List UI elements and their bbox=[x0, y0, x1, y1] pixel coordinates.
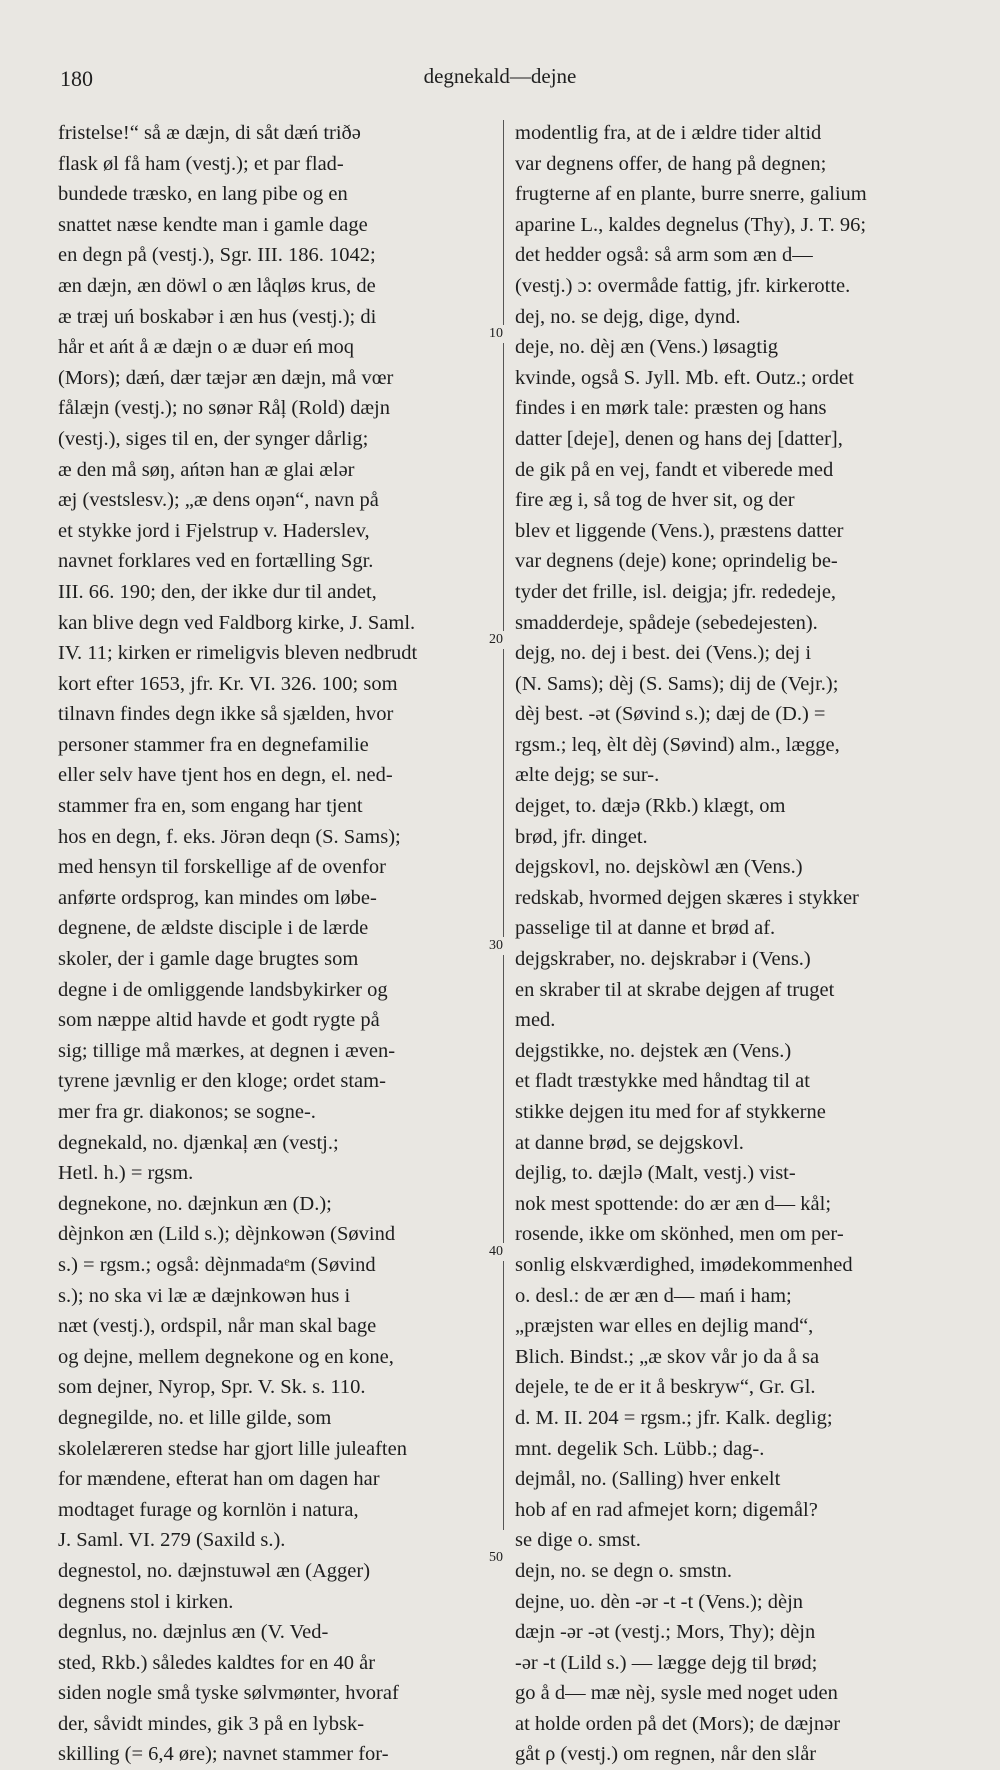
text-line: med hensyn til forskellige af de ovenfor bbox=[58, 856, 386, 879]
text-line: s.); no ska vi læ æ dæjnkowən hus i bbox=[58, 1284, 351, 1307]
text-line: datter [deje], denen og hans dej [datter], bbox=[515, 427, 843, 450]
text-line: navnet forklares ved en fortælling Sgr. bbox=[58, 550, 374, 573]
text-line: dejlig, to. dæjlə (Malt, vestj.) vist- bbox=[515, 1162, 796, 1185]
text-line: fire æg i, så tog de hver sit, og der bbox=[515, 489, 795, 512]
text-line: tilnavn findes degn ikke så sjælden, hvor bbox=[58, 703, 394, 726]
text-line: der, såvidt mindes, gik 3 på en lybsk- bbox=[58, 1712, 365, 1735]
text-line: se dige o. smst. bbox=[515, 1529, 641, 1552]
text-line: degnens stol i kirken. bbox=[58, 1590, 234, 1613]
line-number: 20 bbox=[489, 632, 503, 647]
text-line: dejele, te de er it å beskryw“, Gr. Gl. bbox=[515, 1376, 816, 1399]
text-line: J. Saml. VI. 279 (Saxild s.). bbox=[58, 1529, 286, 1552]
text-line: dèjnkon æn (Lild s.); dèjnkowən (Søvind bbox=[58, 1223, 396, 1246]
text-line: s.) = rgsm.; også: dèjnmadaᵉm (Søvind bbox=[58, 1253, 376, 1276]
text-line: tyrene jævnlig er den kloge; ordet stam- bbox=[58, 1070, 386, 1093]
text-line: mer fra gr. diakonos; se sogne-. bbox=[58, 1101, 316, 1123]
text-line: degnene, de ældste disciple i de lærde bbox=[58, 917, 369, 940]
text-line: kan blive degn ved Faldborg kirke, J. Saml. bbox=[58, 611, 416, 634]
page-number: 180 bbox=[60, 66, 93, 91]
text-line: med. bbox=[515, 1009, 556, 1032]
text-line: IV. 11; kirken er rimeligvis bleven nedbrudt bbox=[58, 642, 418, 665]
text-line: go å d— mæ nèj, sysle med noget uden bbox=[515, 1682, 838, 1705]
text-line: dejne, uo. dèn -ər -t -t (Vens.); dèjn bbox=[515, 1590, 804, 1613]
text-line: personer stammer fra en degnefamilie bbox=[58, 733, 369, 756]
text-line: -ər -t (Lild s.) — lægge dejg til brød; bbox=[515, 1651, 818, 1674]
text-line: dejmål, no. (Salling) hver enkelt bbox=[515, 1468, 781, 1491]
text-line: flask øl få ham (vestj.); et par flad- bbox=[58, 152, 344, 175]
text-line: brød, jfr. dinget. bbox=[515, 825, 648, 848]
text-line: rgsm.; leq, èlt dèj (Søvind) alm., lægge, bbox=[515, 733, 840, 756]
text-line: hos en degn, f. eks. Jörən deqn (S. Sams); bbox=[58, 825, 401, 848]
text-line: dejgskovl, no. dejskòwl æn (Vens.) bbox=[515, 856, 803, 879]
text-line: fristelse!“ så æ dæjn, di såt dæń triðə bbox=[58, 122, 361, 144]
running-head: degnekald—dejne bbox=[423, 64, 577, 88]
text-line: dejget, to. dæjə (Rkb.) klægt, om bbox=[515, 795, 786, 818]
text-line: sonlig elskværdighed, imødekommenhed bbox=[515, 1253, 853, 1276]
text-line: sig; tillige må mærkes, at degnen i æven- bbox=[58, 1039, 396, 1062]
text-line: skoler, der i gamle dage brugtes som bbox=[58, 948, 359, 971]
text-line: findes i en mørk tale: præsten og hans bbox=[515, 397, 827, 420]
text-line: degne i de omliggende landsbykirker og bbox=[58, 978, 388, 1001]
text-line: (Mors); dæń, dær tæjər æn dæjn, må vœr bbox=[58, 366, 394, 389]
text-line: sted, Rkb.) således kaldtes for en 40 år bbox=[58, 1651, 376, 1674]
text-line: en skraber til at skrabe dejgen af truget bbox=[515, 978, 835, 1001]
text-line: som næppe altid havde et godt rygte på bbox=[58, 1009, 380, 1032]
text-line: Hetl. h.) = rgsm. bbox=[58, 1162, 194, 1185]
text-line: o. desl.: de ær æn d— mań i ham; bbox=[515, 1284, 792, 1307]
text-line: og dejne, mellem degnekone og en kone, bbox=[58, 1345, 394, 1368]
text-line: III. 66. 190; den, der ikke dur til andet, bbox=[58, 580, 377, 603]
text-line: dejn, no. se degn o. smstn. bbox=[515, 1559, 732, 1582]
text-line: dejgstikke, no. dejstek æn (Vens.) bbox=[515, 1039, 792, 1062]
text-line: d. M. II. 204 = rgsm.; jfr. Kalk. deglig; bbox=[515, 1406, 833, 1429]
text-line: (vestj.), siges til en, der synger dårlig; bbox=[58, 427, 369, 450]
text-line: kvinde, også S. Jyll. Mb. eft. Outz.; ordet bbox=[515, 366, 854, 389]
text-line: et stykke jord i Fjelstrup v. Haderslev, bbox=[58, 519, 370, 542]
text-line: modtaget furage og kornlön i natura, bbox=[58, 1498, 359, 1521]
text-line: dæjn -ər -ət (vestj.; Mors, Thy); dèjn bbox=[515, 1621, 816, 1644]
text-line: gåt ρ (vestj.) om regnen, når den slår bbox=[515, 1743, 817, 1766]
text-line: skilling (= 6,4 øre); navnet stammer for- bbox=[58, 1743, 389, 1766]
text-line: at danne brød, se dejgskovl. bbox=[515, 1131, 744, 1154]
text-line: Blich. Bindst.; „æ skov vår jo da å sa bbox=[515, 1345, 820, 1368]
text-line: degnekald, no. djænkaļ æn (vestj.; bbox=[58, 1131, 339, 1154]
text-line: frugterne af en plante, burre snerre, galium bbox=[515, 183, 867, 206]
text-line: hob af en rad afmejet korn; digemål? bbox=[515, 1498, 818, 1521]
left-column bbox=[58, 118, 495, 1770]
text-line: stikke dejgen itu med for af stykkerne bbox=[515, 1101, 826, 1123]
text-line: dej, no. se dejg, dige, dynd. bbox=[515, 305, 741, 328]
text-line: mnt. degelik Sch. Lübb.; dag-. bbox=[515, 1437, 765, 1460]
text-line: æj (vestslesv.); „æ dens oŋən“, navn på bbox=[58, 489, 379, 512]
text-line: blev et liggende (Vens.), præstens datter bbox=[515, 519, 844, 542]
text-line: snattet næse kendte man i gamle dage bbox=[58, 213, 368, 236]
text-line: som dejner, Nyrop, Spr. V. Sk. s. 110. bbox=[58, 1376, 366, 1399]
text-line: rosende, ikke om skönhed, men om per- bbox=[515, 1223, 844, 1246]
text-line: aparine L., kaldes degnelus (Thy), J. T. 96; bbox=[515, 213, 867, 236]
text-line: passelige til at danne et brød af. bbox=[515, 917, 776, 940]
line-number: 50 bbox=[489, 1550, 503, 1565]
text-line: nok mest spottende: do ær æn d— kål; bbox=[515, 1192, 832, 1215]
text-line: det hedder også: så arm som æn d— bbox=[515, 244, 813, 267]
text-line: at holde orden på det (Mors); de dæjnər bbox=[515, 1712, 841, 1735]
text-line: (N. Sams); dèj (S. Sams); dij de (Vejr.); bbox=[515, 672, 839, 695]
text-line: næt (vestj.), ordspil, når man skal bage bbox=[58, 1315, 377, 1338]
text-line: æ træj uń boskabər i æn hus (vestj.); di bbox=[58, 305, 377, 328]
text-line: tyder det frille, isl. deigja; jfr. rededeje, bbox=[515, 580, 837, 603]
text-line: ælte dejg; se sur-. bbox=[515, 764, 660, 787]
text-line: var degnens (deje) kone; oprindelig be- bbox=[515, 550, 838, 573]
text-line: anførte ordsprog, kan mindes om løbe- bbox=[58, 886, 377, 909]
text-line: degnlus, no. dæjnlus æn (V. Ved- bbox=[58, 1621, 329, 1644]
text-line: var degnens offer, de hang på degnen; bbox=[515, 152, 827, 175]
text-line: (vestj.) ɔ: overmåde fattig, jfr. kirkerotte. bbox=[515, 274, 851, 297]
text-line: et fladt træstykke med håndtag til at bbox=[515, 1070, 810, 1093]
text-line: eller selv have tjent hos en degn, el. ned- bbox=[58, 764, 393, 787]
text-line: bundede træsko, en lang pibe og en bbox=[58, 183, 348, 206]
right-column bbox=[515, 118, 943, 1770]
text-line: dejgskraber, no. dejskrabər i (Vens.) bbox=[515, 948, 811, 971]
text-line: dejg, no. dej i best. dei (Vens.); dej i bbox=[515, 642, 812, 665]
text-line: degnestol, no. dæjnstuwəl æn (Agger) bbox=[58, 1559, 371, 1582]
text-line: de gik på en vej, fandt et viberede med bbox=[515, 458, 834, 481]
text-line: deje, no. dèj æn (Vens.) løsagtig bbox=[515, 336, 779, 359]
text-line: redskab, hvormed dejgen skæres i stykker bbox=[515, 886, 859, 909]
text-line: modentlig fra, at de i ældre tider altid bbox=[515, 122, 822, 144]
text-line: fålæjn (vestj.); no sønər Råļ (Rold) dæjn bbox=[58, 397, 390, 420]
text-line: degnegilde, no. et lille gilde, som bbox=[58, 1406, 332, 1429]
line-number: 10 bbox=[489, 326, 503, 341]
text-line: æ den må søŋ, ańtən han æ glai ælər bbox=[58, 458, 355, 481]
text-line: kort efter 1653, jfr. Kr. VI. 326. 100; som bbox=[58, 672, 398, 695]
text-line: skolelæreren stedse har gjort lille juleaften bbox=[58, 1437, 407, 1460]
text-line: stammer fra en, som engang har tjent bbox=[58, 795, 363, 818]
text-line: dèj best. -ət (Søvind s.); dæj de (D.) = bbox=[515, 703, 826, 726]
text-line: for mændene, efterat han om dagen har bbox=[58, 1468, 380, 1491]
text-line: hår et ańt å æ dæjn o æ duər eń moq bbox=[58, 336, 355, 359]
text-line: smadderdeje, spådeje (sebedejesten). bbox=[515, 611, 818, 634]
text-line: „præjsten war elles en dejlig mand“, bbox=[515, 1315, 814, 1338]
text-line: en degn på (vestj.), Sgr. III. 186. 1042; bbox=[58, 244, 376, 267]
text-line: degnekone, no. dæjnkun æn (D.); bbox=[58, 1192, 332, 1215]
line-number: 40 bbox=[489, 1244, 503, 1259]
text-line: siden nogle små tyske sølvmønter, hvoraf bbox=[58, 1682, 399, 1705]
line-number: 30 bbox=[489, 938, 503, 953]
text-line: æn dæjn, æn döwl o æn låqløs krus, de bbox=[58, 274, 376, 297]
